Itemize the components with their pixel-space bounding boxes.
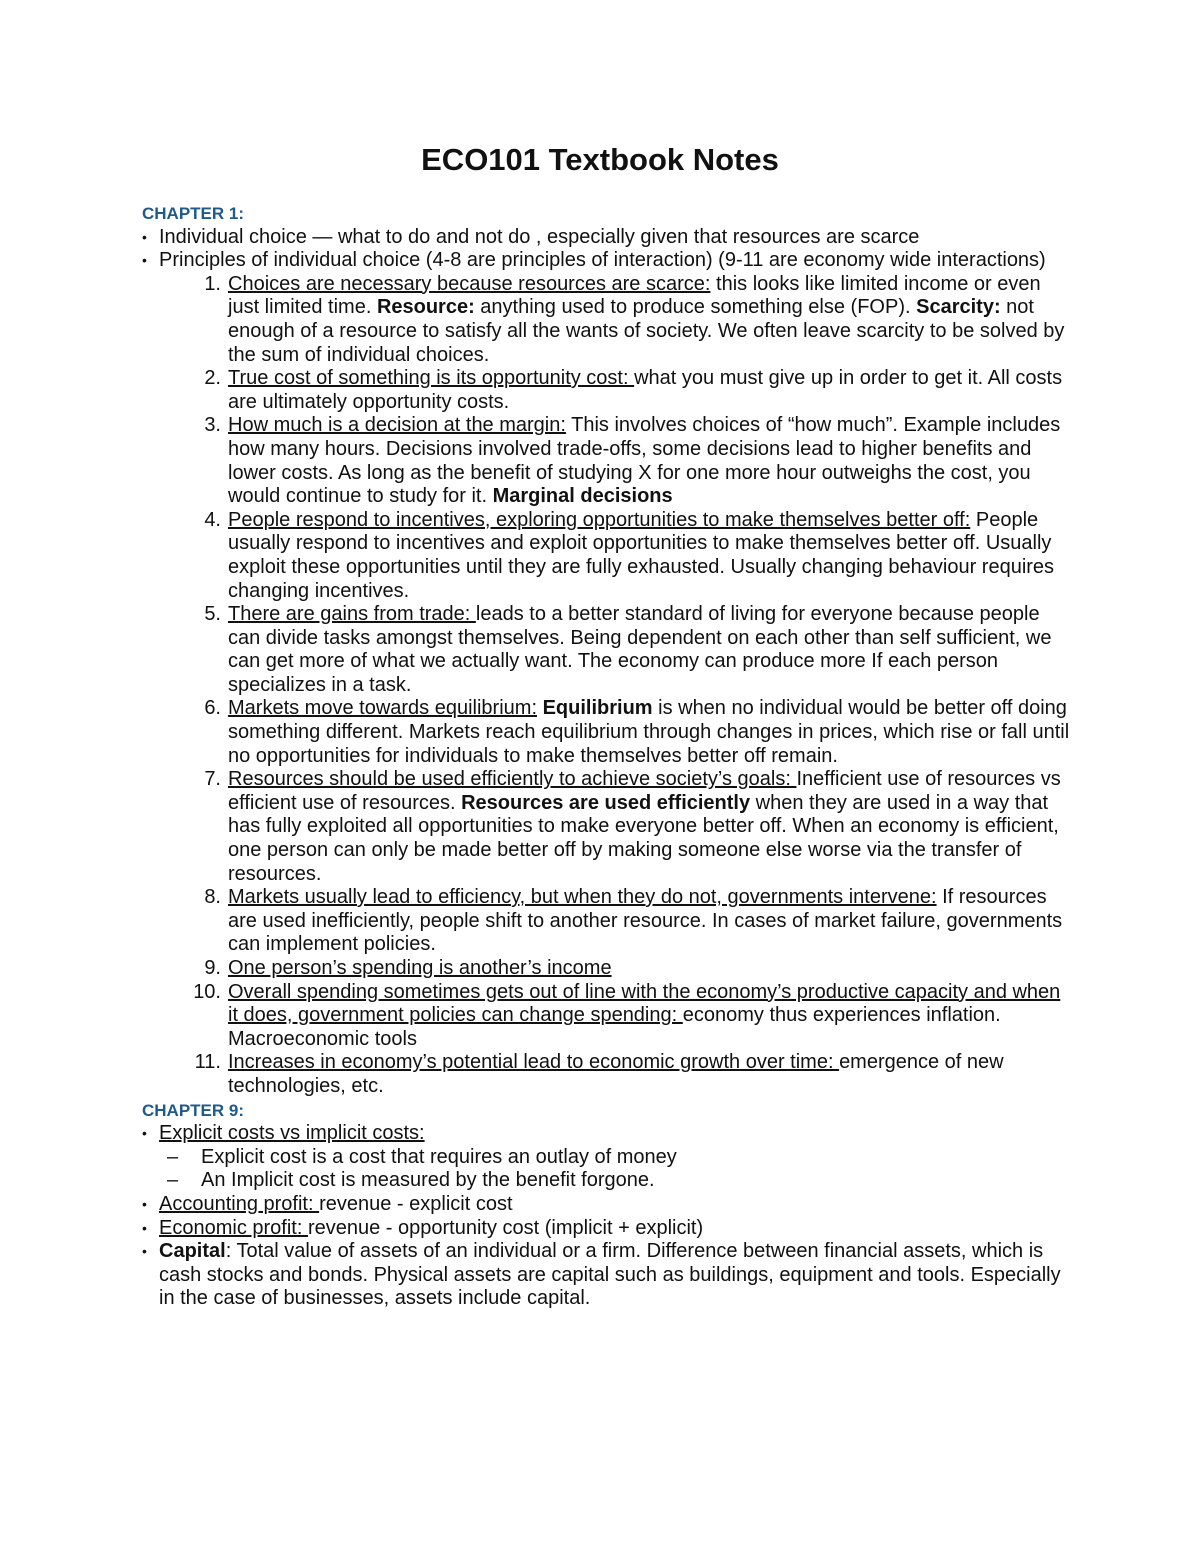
principles-list xyxy=(189,273,1072,1099)
principle-item xyxy=(189,367,1072,414)
principle-title: People respond to incentives, exploring opportunities to make themselves better off: xyxy=(228,508,971,531)
principle-title: True cost of something is its opportunity cost: xyxy=(228,367,635,390)
principle-bold-term: Resources are used efficiently xyxy=(461,791,751,814)
bullet-item xyxy=(142,226,1072,250)
sub-item-text: An Implicit cost is measured by the benefit forgone. xyxy=(201,1169,655,1192)
principle-number: 6. xyxy=(204,697,221,720)
principle-bold-term: Equilibrium xyxy=(542,697,653,720)
principle-bold-term: Scarcity: xyxy=(916,296,1001,319)
principle-item xyxy=(189,768,1072,886)
cost-subitems xyxy=(163,1146,1072,1193)
principle-text: what you must give up in order to get it. All costs are ultimately opportunity costs. xyxy=(228,367,1063,413)
principle-title: There are gains from trade: xyxy=(228,603,476,626)
bullet-item xyxy=(142,249,1072,1098)
bullet-icon: • xyxy=(142,1219,147,1236)
principle-item xyxy=(189,509,1072,603)
bullet-icon: • xyxy=(142,1243,147,1260)
bullet-text: revenue - explicit cost xyxy=(319,1192,513,1215)
sub-item xyxy=(163,1146,1072,1170)
principle-bold-term: Resource: xyxy=(376,296,475,319)
principle-title: One person’s spending is another’s income xyxy=(228,957,612,979)
bullet-item xyxy=(142,1240,1072,1311)
principle-text: emergence of new technologies, etc. xyxy=(228,1051,1004,1097)
chapter-9-heading: CHAPTER 9: xyxy=(142,1100,245,1120)
principle-number: 2. xyxy=(204,367,221,390)
bullet-icon: • xyxy=(142,228,147,245)
principle-number: 4. xyxy=(204,508,221,531)
principle-number: 9. xyxy=(204,957,221,979)
principle-title: Increases in economy’s potential lead to economic growth over time: xyxy=(228,1051,840,1074)
bullet-text: Individual choice — what to do and not do , especially given that resources are scarce xyxy=(159,225,920,248)
principle-item xyxy=(189,886,1072,957)
principle-number: 3. xyxy=(204,414,221,437)
principle-text: this looks like limited income or even just limited time. xyxy=(228,272,1041,319)
principle-text: anything used to produce something else (FOP). xyxy=(474,296,917,319)
bullet-icon: • xyxy=(142,1125,147,1142)
principle-number: 8. xyxy=(204,886,221,909)
principle-text: People usually respond to incentives and exploit opportunities to make themselves better off. Usually exploit these opportunities until they are fully exhausted. Usually changing behaviour requires changing incentives. xyxy=(228,508,1055,602)
principle-text: not enough of a resource to satisfy all the wants of society. We often leave scarcity to be solved by the sum of individual choices. xyxy=(228,296,1065,366)
principle-text: when they are used in a way that has fully exploited all opportunities to make everyone better off. When an economy is efficient, one person can only be made better off by making someone else worse via the transfer of resources. xyxy=(228,791,1059,885)
principle-item xyxy=(189,273,1072,367)
dash-icon: – xyxy=(167,1145,179,1168)
bullet-text: revenue - opportunity cost (implicit + explicit) xyxy=(307,1216,704,1239)
bullet-text: Principles of individual choice (4-8 are principles of interaction) (9-11 are economy wide interactions) xyxy=(159,249,1046,272)
principle-title: Markets usually lead to efficiency, but when they do not, governments intervene: xyxy=(228,886,937,909)
principle-number: 7. xyxy=(204,768,221,791)
bullet-text: : Total value of assets of an individual or a firm. Difference between financial assets, which is cash stocks and bonds. Physical assets are capital such as buildings, equipment and tools. Especially in the case of businesses, assets include capital. xyxy=(159,1240,1061,1310)
principle-text: is when no individual would be better off doing something different. Markets reach equilibrium through changes in prices, which rise or fall until no opportunities for individuals to make themselves better off remain. xyxy=(228,697,1070,767)
bullet-item xyxy=(142,1193,1072,1217)
principle-number: 10. xyxy=(193,980,221,1003)
sub-item-text: Explicit cost is a cost that requires an outlay of money xyxy=(201,1145,677,1168)
principle-item xyxy=(189,603,1072,697)
principle-number: 1. xyxy=(204,272,221,295)
principle-title: Resources should be used efficiently to achieve society’s goals: xyxy=(228,768,797,791)
principle-item xyxy=(189,1051,1072,1098)
page-title: ECO101 Textbook Notes xyxy=(421,142,779,177)
bullet-bold-term: Capital xyxy=(159,1240,226,1263)
principle-number: 11. xyxy=(194,1051,221,1074)
bullet-item xyxy=(142,1217,1072,1241)
principle-text: This involves choices of “how much”. Example includes how many hours. Decisions involved trade-offs, some decisions lead to higher benefits and lower costs. As long as the benefit of studying X for one more hour outweighs the cost, you would continue to study for it. xyxy=(228,414,1061,508)
principle-text: economy thus experiences inflation. Macroeconomic tools xyxy=(228,1004,1001,1050)
principle-text: Inefficient use of resources vs efficient use of resources. xyxy=(228,768,1061,814)
principle-item xyxy=(189,957,1072,981)
notes-body xyxy=(142,202,1072,1311)
principle-title: Markets move towards equilibrium: xyxy=(228,697,537,720)
bullet-title: Economic profit: xyxy=(159,1216,308,1239)
bullet-title: Explicit costs vs implicit costs: xyxy=(159,1122,425,1145)
principle-number: 5. xyxy=(204,603,221,626)
sub-item xyxy=(163,1169,1072,1193)
principle-text: leads to a better standard of living for everyone because people can divide tasks amongst themselves. Being dependent on each other than self sufficient, we can get more of what we actually want. The economy can produce more If each person specializes in a task. xyxy=(228,603,1052,696)
chapter-1-bullets xyxy=(142,226,1072,1099)
bullet-icon: • xyxy=(142,252,147,269)
principle-item xyxy=(189,414,1072,508)
dash-icon: – xyxy=(167,1169,179,1192)
principle-bold-term: Marginal decisions xyxy=(492,485,673,508)
principle-title: How much is a decision at the margin: xyxy=(228,414,566,437)
chapter-9-bullets xyxy=(142,1122,1072,1311)
bullet-title: Accounting profit: xyxy=(159,1192,320,1215)
principle-item xyxy=(189,981,1072,1052)
chapter-1-heading: CHAPTER 1: xyxy=(142,204,245,223)
principle-title: Overall spending sometimes gets out of line with the economy’s productive capacity and when it does, government policies can change spending: xyxy=(228,980,1061,1027)
principle-item xyxy=(189,697,1072,768)
bullet-item xyxy=(142,1122,1072,1193)
principle-title: Choices are necessary because resources are scarce: xyxy=(228,272,711,295)
bullet-icon: • xyxy=(142,1195,147,1212)
principle-text: If resources are used inefficiently, people shift to another resource. In cases of market failure, governments can implement policies. xyxy=(228,886,1063,956)
